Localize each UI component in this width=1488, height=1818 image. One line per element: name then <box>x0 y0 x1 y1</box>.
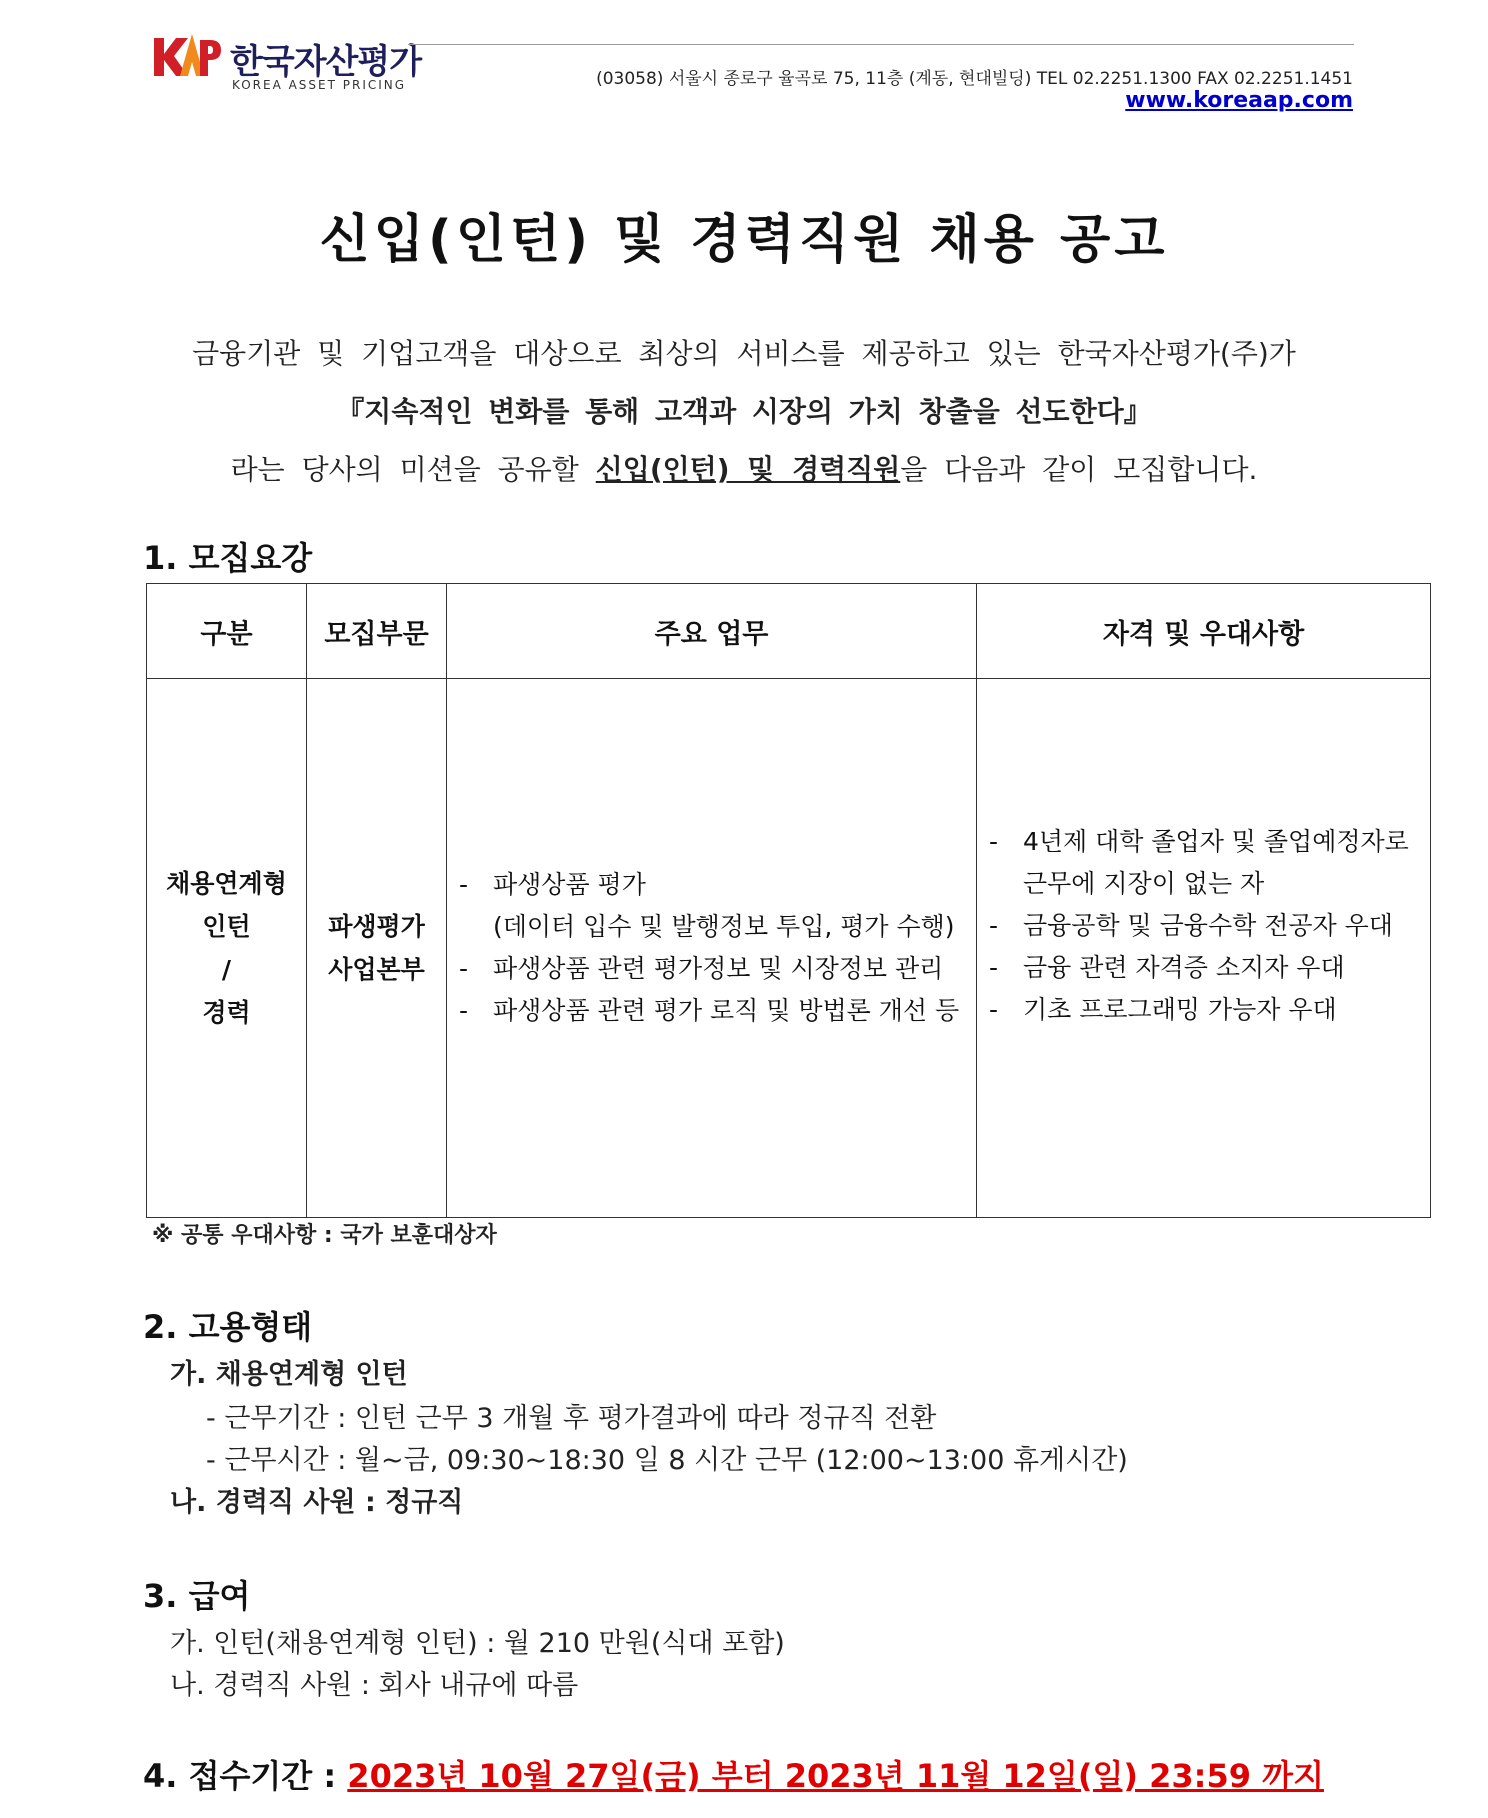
qualification-text: 금융공학 및 금융수학 전공자 우대 <box>1023 911 1393 940</box>
salary-intern: 가. 인턴(채용연계형 인턴) : 월 210 만원(식대 포함) <box>170 1628 785 1659</box>
cell-category <box>147 679 307 1218</box>
qualification-text: 4년제 대학 졸업자 및 졸업예정자로 <box>1023 827 1409 856</box>
intro-emphasis: 신입(인턴) 및 경력직원 <box>595 453 901 486</box>
intro-line-3-prefix: 라는 당사의 미션을 공유할 <box>230 453 596 486</box>
intern-period: - 근무기간 : 인턴 근무 3 개월 후 평가결과에 따라 정규직 전환 <box>206 1403 937 1434</box>
list-item: - 금융공학 및 금융수학 전공자 우대 <box>989 911 1393 940</box>
header-qualifications: 자격 및 우대사항 <box>977 584 1431 679</box>
division-line: 사업본부 <box>328 955 425 984</box>
header-duties: 주요 업무 <box>447 584 977 679</box>
category-line: 인턴 <box>202 912 251 941</box>
employment-experienced: 나. 경력직 사원 : 정규직 <box>170 1487 464 1518</box>
page-title: 신입(인턴) 및 경력직원 채용 공고 <box>319 210 1169 270</box>
qualification-text: 기초 프로그래밍 가능자 우대 <box>1023 995 1337 1024</box>
qualification-subtext: 근무에 지장이 없는 자 <box>1023 869 1265 898</box>
intro-line-3-suffix: 을 다음과 같이 모집합니다. <box>900 453 1258 486</box>
list-item: - 4년제 대학 졸업자 및 졸업예정자로 근무에 지장이 없는 자 <box>989 821 1424 905</box>
section-1-heading: 1. 모집요강 <box>143 539 313 577</box>
company-address: (03058) 서울시 종로구 율곡로 75, 11층 (계동, 현대빌딩) TEL 02.2251.1300 FAX 02.2251.1451 <box>596 69 1353 89</box>
logo-english-text: KOREA ASSET PRICING <box>232 78 407 92</box>
category-line: / <box>221 955 232 984</box>
duties-list <box>447 864 976 1032</box>
cell-division <box>307 679 447 1218</box>
section-2-heading: 2. 고용형태 <box>143 1308 313 1346</box>
employment-intern: 가. 채용연계형 인턴 <box>170 1359 408 1390</box>
kap-logo-mark <box>150 28 222 82</box>
qualification-text: 금융 관련 자격증 소지자 우대 <box>1023 953 1345 982</box>
qualifications-list <box>977 821 1430 1031</box>
website-link[interactable]: www.koreaap.com <box>1125 88 1353 113</box>
logo-korean-text: 한국자산평가 <box>230 42 422 82</box>
list-item: - 파생상품 평가 (데이터 입수 및 발행정보 투입, 평가 수행) <box>459 864 968 948</box>
table-header-row <box>147 584 1431 679</box>
intern-hours: - 근무시간 : 월~금, 09:30~18:30 일 8 시간 근무 (12:00~13:00 휴게시간) <box>206 1445 1128 1476</box>
section-4-heading: 4. 접수기간 : <box>143 1757 337 1795</box>
list-item: - 금융 관련 자격증 소지자 우대 <box>989 953 1345 982</box>
division-line: 파생평가 <box>328 912 425 941</box>
table-row <box>147 679 1431 1218</box>
list-item: - 파생상품 관련 평가정보 및 시장정보 관리 <box>459 954 944 983</box>
section-3-heading: 3. 급여 <box>143 1577 251 1615</box>
recruitment-table <box>146 583 1431 1218</box>
duty-subtext: (데이터 입수 및 발행정보 투입, 평가 수행) <box>493 912 955 941</box>
intro-line-1: 금융기관 및 기업고객을 대상으로 최상의 서비스를 제공하고 있는 한국자산평가(주)가 <box>192 337 1296 370</box>
header-divider <box>408 44 1354 45</box>
intro-mission: 『지속적인 변화를 통해 고객과 시장의 가치 창출을 선도한다』 <box>336 395 1152 428</box>
cell-duties <box>447 679 977 1218</box>
cell-qualifications <box>977 679 1431 1218</box>
duty-text: 파생상품 관련 평가정보 및 시장정보 관리 <box>493 954 944 983</box>
list-item: - 기초 프로그래밍 가능자 우대 <box>989 995 1337 1024</box>
company-logo <box>150 28 422 98</box>
intro-line-3 <box>0 448 1488 488</box>
duty-text: 파생상품 관련 평가 로직 및 방법론 개선 등 <box>493 996 960 1025</box>
header-category: 구분 <box>147 584 307 679</box>
salary-experienced: 나. 경력직 사원 : 회사 내규에 따름 <box>170 1670 579 1701</box>
category-line: 경력 <box>202 998 251 1027</box>
application-period: 2023년 10월 27일(금) 부터 2023년 11월 12일(일) 23:59 까지 <box>347 1757 1324 1795</box>
category-line: 채용연계형 <box>166 869 287 898</box>
header-division: 모집부문 <box>307 584 447 679</box>
list-item: - 파생상품 관련 평가 로직 및 방법론 개선 등 <box>459 996 960 1025</box>
duty-text: 파생상품 평가 <box>493 870 646 899</box>
common-preference-note: ※ 공통 우대사항 : 국가 보훈대상자 <box>152 1223 497 1248</box>
section-4 <box>143 1751 1324 1797</box>
